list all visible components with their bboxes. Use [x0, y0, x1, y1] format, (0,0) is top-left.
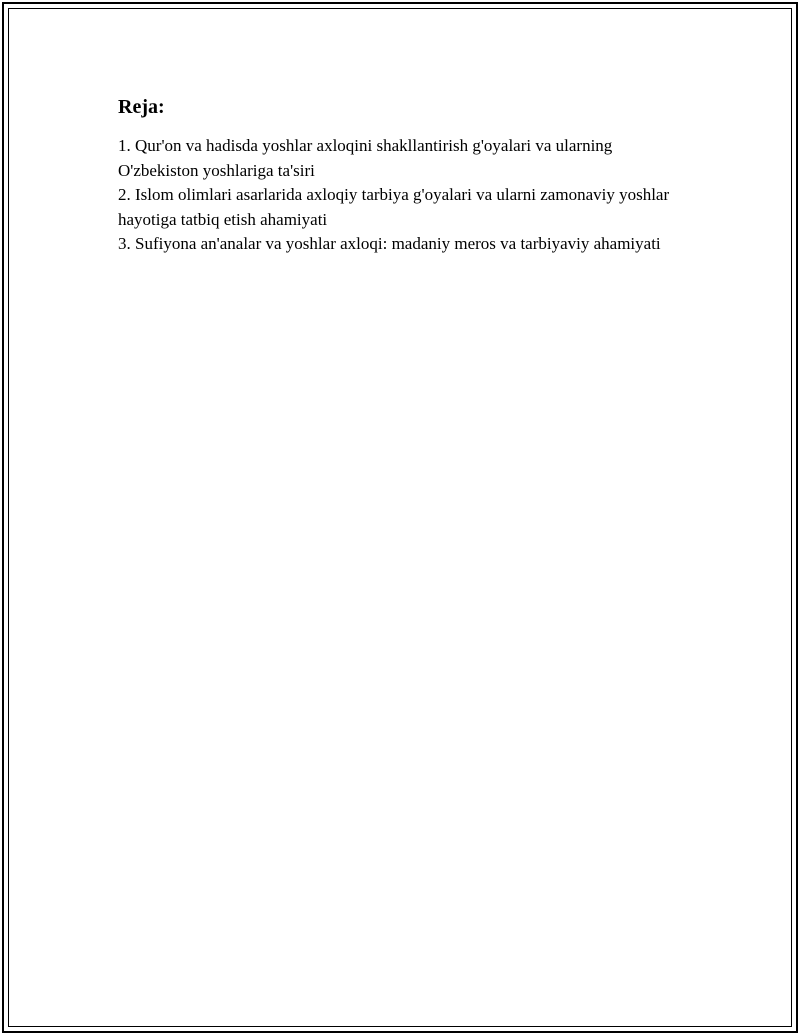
plan-item-1: 1. Qur'on va hadisda yoshlar axloqini shakllantirish g'oyalari va ularning O'zbekiston yoshlariga ta'siri — [118, 136, 613, 180]
plan-item-3: 3. Sufiyona an'analar va yoshlar axloqi: madaniy meros va tarbiyaviy ahamiyati — [118, 234, 661, 253]
plan-item-2: 2. Islom olimlari asarlarida axloqiy tarbiya g'oyalari va ularni zamonaviy yoshlar hayotiga tatbiq etish ahamiyati — [118, 185, 670, 229]
plan-list — [118, 134, 678, 257]
plan-heading: Reja: — [118, 96, 165, 118]
page-content — [118, 94, 678, 257]
